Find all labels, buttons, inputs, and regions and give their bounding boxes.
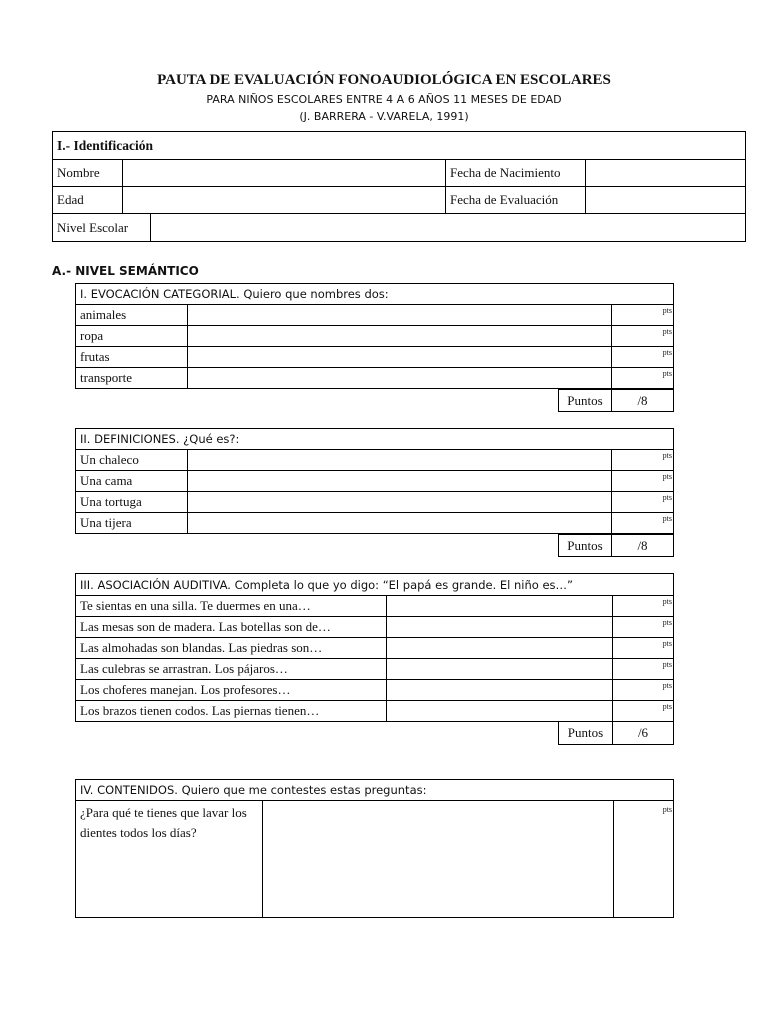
nombre-label: Nombre xyxy=(53,160,123,187)
definiciones-heading: II. DEFINICIONES. ¿Qué es?: xyxy=(76,429,674,450)
answer-field[interactable] xyxy=(387,680,613,701)
answer-field[interactable] xyxy=(387,617,613,638)
definiciones-table xyxy=(75,428,674,534)
asociacion-heading: III. ASOCIACIÓN AUDITIVA. Completa lo que yo digo: “El papá es grande. El niño es…” xyxy=(76,574,674,596)
nombre-field[interactable] xyxy=(123,160,446,187)
answer-field[interactable] xyxy=(188,347,612,368)
puntos-label: Puntos xyxy=(559,390,612,412)
answer-field[interactable] xyxy=(387,638,613,659)
definiciones-item: Una cama xyxy=(76,471,188,492)
pts-field[interactable]: pts xyxy=(614,801,674,918)
asociacion-item: Las mesas son de madera. Las botellas son de… xyxy=(76,617,387,638)
evocacion-total xyxy=(558,389,674,412)
pts-field[interactable]: pts xyxy=(612,513,674,534)
answer-field[interactable] xyxy=(188,492,612,513)
nivel-escolar-label: Nivel Escolar xyxy=(53,214,151,242)
pts-field[interactable]: pts xyxy=(613,617,674,638)
answer-field[interactable] xyxy=(188,326,612,347)
contenidos-table xyxy=(75,779,674,918)
answer-field[interactable] xyxy=(188,513,612,534)
evocacion-item: ropa xyxy=(76,326,188,347)
answer-field[interactable] xyxy=(263,801,614,918)
fecha-evaluacion-label: Fecha de Evaluación xyxy=(446,187,586,214)
asociacion-item: Las culebras se arrastran. Los pájaros… xyxy=(76,659,387,680)
puntos-total[interactable]: /8 xyxy=(612,390,674,412)
pts-field[interactable]: pts xyxy=(613,701,674,722)
pts-field[interactable]: pts xyxy=(612,368,674,389)
puntos-label: Puntos xyxy=(559,535,612,557)
definiciones-item: Un chaleco xyxy=(76,450,188,471)
pts-field[interactable]: pts xyxy=(613,680,674,701)
form-subtitle: PARA NIÑOS ESCOLARES ENTRE 4 A 6 AÑOS 11 MESES DE EDAD xyxy=(206,93,562,106)
answer-field[interactable] xyxy=(188,368,612,389)
definiciones-item: Una tijera xyxy=(76,513,188,534)
answer-field[interactable] xyxy=(387,596,613,617)
puntos-label: Puntos xyxy=(559,722,613,745)
asociacion-item: Las almohadas son blandas. Las piedras son… xyxy=(76,638,387,659)
asociacion-total xyxy=(558,721,674,745)
answer-field[interactable] xyxy=(188,471,612,492)
pts-field[interactable]: pts xyxy=(613,659,674,680)
evocacion-heading: I. EVOCACIÓN CATEGORIAL. Quiero que nombres dos: xyxy=(76,284,674,305)
evocacion-table xyxy=(75,283,674,389)
pts-field[interactable]: pts xyxy=(612,326,674,347)
identification-heading: I.- Identificación xyxy=(53,132,746,160)
edad-field[interactable] xyxy=(123,187,446,214)
form-author: (J. BARRERA - V.VARELA, 1991) xyxy=(299,110,469,123)
fecha-evaluacion-field[interactable] xyxy=(586,187,746,214)
asociacion-table xyxy=(75,573,674,722)
pts-field[interactable]: pts xyxy=(612,305,674,326)
answer-field[interactable] xyxy=(188,305,612,326)
pts-field[interactable]: pts xyxy=(613,638,674,659)
puntos-total[interactable]: /6 xyxy=(613,722,674,745)
answer-field[interactable] xyxy=(387,701,613,722)
identification-table xyxy=(52,131,746,242)
evocacion-item: frutas xyxy=(76,347,188,368)
form-title: PAUTA DE EVALUACIÓN FONOAUDIOLÓGICA EN ESCOLARES xyxy=(157,72,611,88)
pts-field[interactable]: pts xyxy=(613,596,674,617)
answer-field[interactable] xyxy=(387,659,613,680)
edad-label: Edad xyxy=(53,187,123,214)
evocacion-item: animales xyxy=(76,305,188,326)
evocacion-item: transporte xyxy=(76,368,188,389)
contenidos-question: ¿Para qué te tienes que lavar los dientes todos los días? xyxy=(76,801,263,918)
answer-field[interactable] xyxy=(188,450,612,471)
asociacion-item: Los choferes manejan. Los profesores… xyxy=(76,680,387,701)
nivel-escolar-field[interactable] xyxy=(151,214,746,242)
definiciones-total xyxy=(558,534,674,557)
asociacion-item: Te sientas en una silla. Te duermes en una… xyxy=(76,596,387,617)
fecha-nacimiento-field[interactable] xyxy=(586,160,746,187)
asociacion-item: Los brazos tienen codos. Las piernas tienen… xyxy=(76,701,387,722)
contenidos-heading: IV. CONTENIDOS. Quiero que me contestes estas preguntas: xyxy=(76,780,674,801)
pts-field[interactable]: pts xyxy=(612,450,674,471)
pts-field[interactable]: pts xyxy=(612,347,674,368)
pts-field[interactable]: pts xyxy=(612,471,674,492)
puntos-total[interactable]: /8 xyxy=(612,535,674,557)
pts-field[interactable]: pts xyxy=(612,492,674,513)
fecha-nacimiento-label: Fecha de Nacimiento xyxy=(446,160,586,187)
definiciones-item: Una tortuga xyxy=(76,492,188,513)
section-a-heading: A.- NIVEL SEMÁNTICO xyxy=(52,264,199,278)
